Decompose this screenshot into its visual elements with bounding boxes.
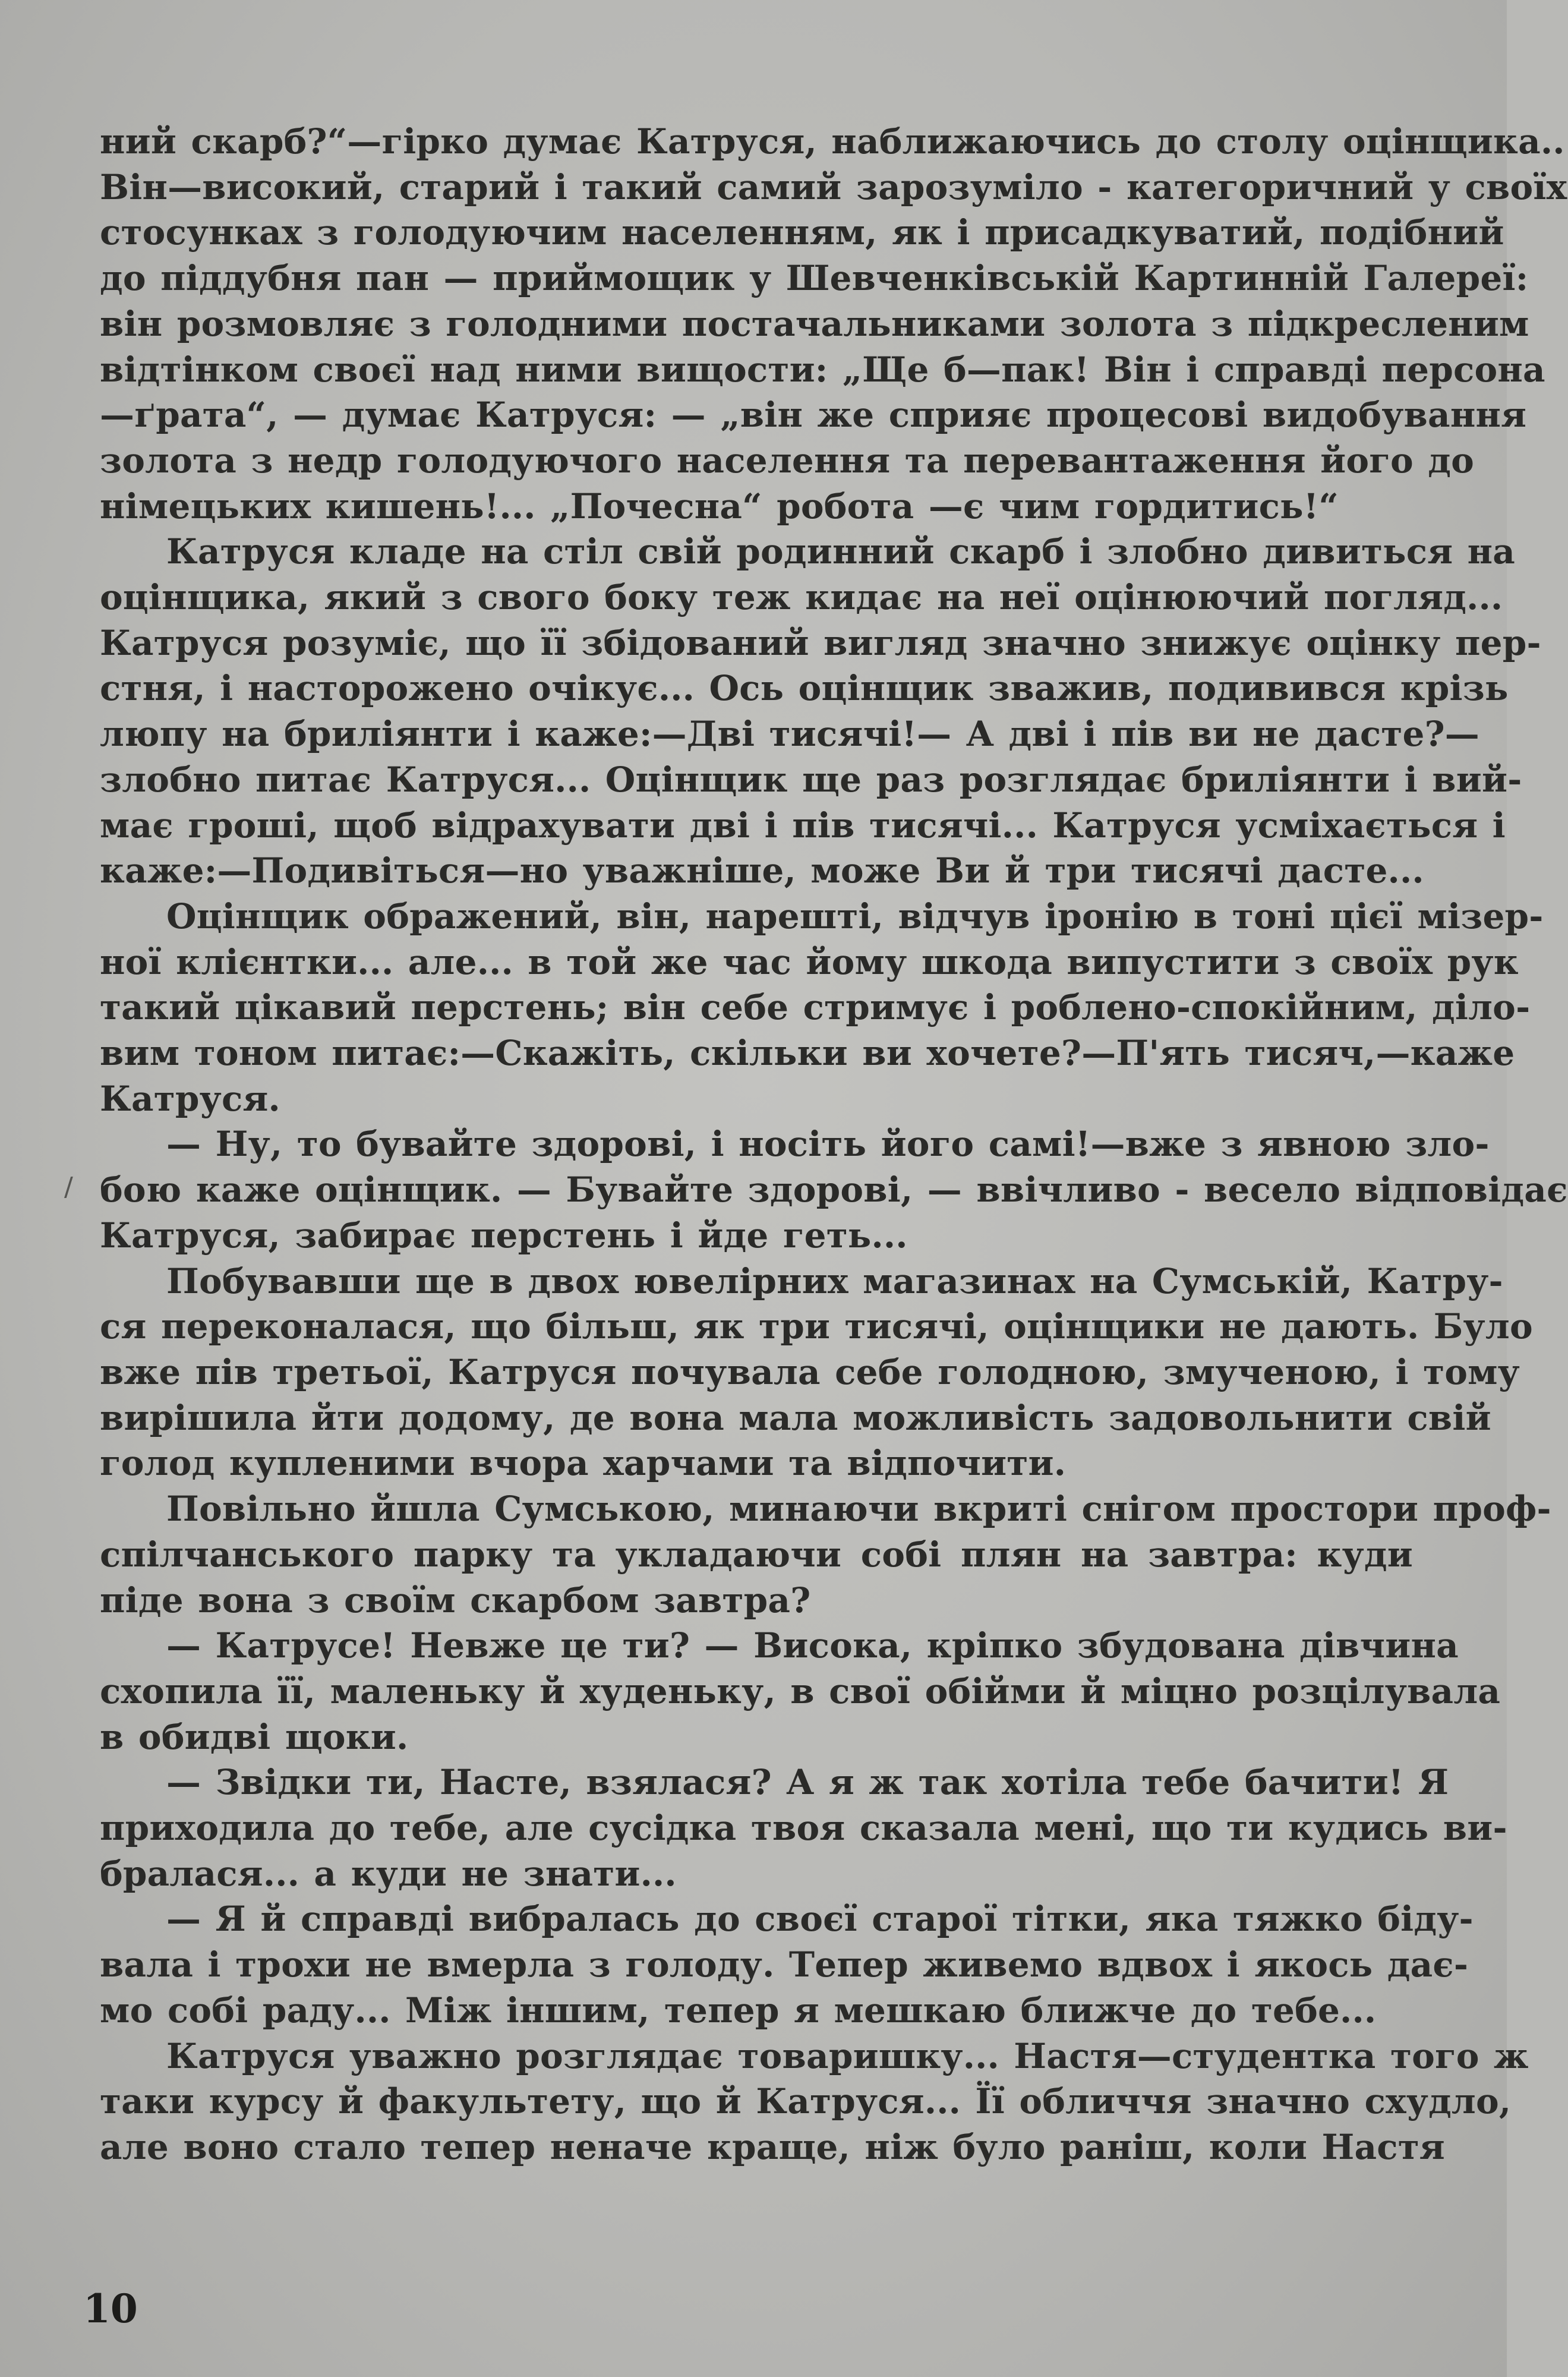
text-line: такий цікавий перстень; він себе стримує і роблено-спокійним, діло- (100, 987, 1531, 1028)
text-line: —ґрата“, — думає Катруся: — „він же сприяє процесові видобування (100, 395, 1527, 436)
text-line: вирішила йти додому, де вона мала можливість задовольнити свій (100, 1397, 1491, 1438)
text-line: таки курсу й факультету, що й Катруся... Її обличчя значно схудло, (100, 2081, 1512, 2122)
text-line: Повільно йшла Сумською, минаючи вкриті снігом простори проф- (166, 1489, 1551, 1530)
text-line: Катруся кладе на стіл свій родинний скарб і злобно дивиться на (166, 531, 1516, 572)
margin-mark-icon: / (64, 1172, 73, 1202)
text-line: піде вона з своїм скарбом завтра? (100, 1580, 811, 1621)
text-line: Оцінщик ображений, він, нарешті, відчув іронію в тоні цієї мізер- (166, 896, 1544, 937)
text-line: — Звідки ти, Насте, взялася? А я ж так хотіла тебе бачити! Я (166, 1762, 1449, 1803)
text-line: — Катрусе! Невже це ти? — Висока, кріпко збудована дівчина (166, 1625, 1459, 1666)
text-line: злобно питає Катруся... Оцінщик ще раз розглядає бриліянти і вий- (100, 759, 1522, 800)
text-line: бою каже оцінщик. — Бувайте здорові, — ввічливо - весело відповідає (100, 1169, 1568, 1210)
text-line: ний скарб?“—гірко думає Катруся, наближаючись до столу оцінщика.. (100, 121, 1565, 162)
text-line: Катруся розуміє, що її збідований вигляд значно знижує оцінку пер- (100, 622, 1541, 663)
text-line: Він—високий, старий і такий самий зарозуміло - категоричний у своїх (100, 166, 1567, 207)
text-line: голод купленими вчора харчами та відпочити. (100, 1443, 1067, 1484)
text-line: приходила до тебе, але сусідка твоя сказала мені, що ти кудись ви- (100, 1808, 1507, 1849)
text-line: має гроші, щоб відрахувати дві і пів тисячі... Катруся усміхається і (100, 805, 1506, 846)
text-line: ся переконалася, що більш, як три тисячі, оцінщики не дають. Було (100, 1306, 1533, 1347)
text-line: мо собі раду... Між іншим, тепер я мешкаю ближче до тебе... (100, 1990, 1377, 2031)
page-number: 10 (83, 2285, 138, 2332)
text-line: вим тоном питає:—Скажіть, скільки ви хочете?—П'ять тисяч,—каже (100, 1033, 1515, 1074)
text-line: відтінком своєї над ними вищости: „Ще б—пак! Він і справді персона (100, 349, 1545, 390)
text-line: стосунках з голодуючим населенням, як і присадкуватий, подібний (100, 212, 1504, 253)
text-line: він розмовляє з голодними постачальниками золота з підкресленим (100, 303, 1529, 344)
text-line: ної клієнтки... але... в той же час йому шкода випустити з своїх рук (100, 941, 1519, 982)
body-text (100, 119, 1568, 2170)
text-line: до піддубня пан — приймощик у Шевченківській Картинній Галереї: (100, 258, 1529, 299)
text-line: спілчанського парку та укладаючи собі плян на завтра: куди (100, 1534, 1413, 1575)
text-line: в обидві щоки. (100, 1716, 409, 1757)
text-line: золота з недр голодуючого населення та перевантаження його до (100, 440, 1475, 481)
text-line: німецьких кишень!... „Почесна“ робота —є чим гордитись!“ (100, 486, 1339, 527)
text-line: Катруся, забирає перстень і йде геть... (100, 1215, 908, 1256)
text-line: вже пів третьої, Катруся почувала себе голодною, змученою, і тому (100, 1351, 1520, 1392)
text-line: стня, і настороженo очікує... Ось оцінщик зважив, подивився крізь (100, 668, 1509, 709)
text-line: схопила її, маленьку й худеньку, в свої обійми й міцно розцілувала (100, 1670, 1501, 1711)
text-line: — Я й справді вибралась до своєї старої тітки, яка тяжко біду- (166, 1899, 1474, 1940)
text-line: вала і трохи не вмерла з голоду. Тепер живемо вдвох і якось дає- (100, 1944, 1469, 1985)
text-line: Катруся. (100, 1078, 280, 1119)
text-line: Катруся уважно розглядає товаришку... Настя—студентка того ж (166, 2035, 1529, 2076)
text-line: бралася... а куди не знати... (100, 1853, 677, 1894)
text-line: Побувавши ще в двох ювелірних магазинах на Сумській, Катру- (166, 1260, 1503, 1301)
text-line: але воно стало тепер неначе краще, ніж було раніш, коли Настя (100, 2126, 1445, 2167)
text-line: — Ну, то бувайте здорові, і носіть його самі!—вже з явною зло- (166, 1124, 1490, 1165)
text-line: каже:—Подивіться—но уважніше, може Ви й три тисячі дасте... (100, 850, 1424, 891)
text-line: оцінщика, який з свого боку теж кидає на неї оцінюючий погляд... (100, 577, 1503, 618)
text-line: люпу на бриліянти і каже:—Дві тисячі!— А дві і пів ви не дасте?— (100, 714, 1479, 755)
